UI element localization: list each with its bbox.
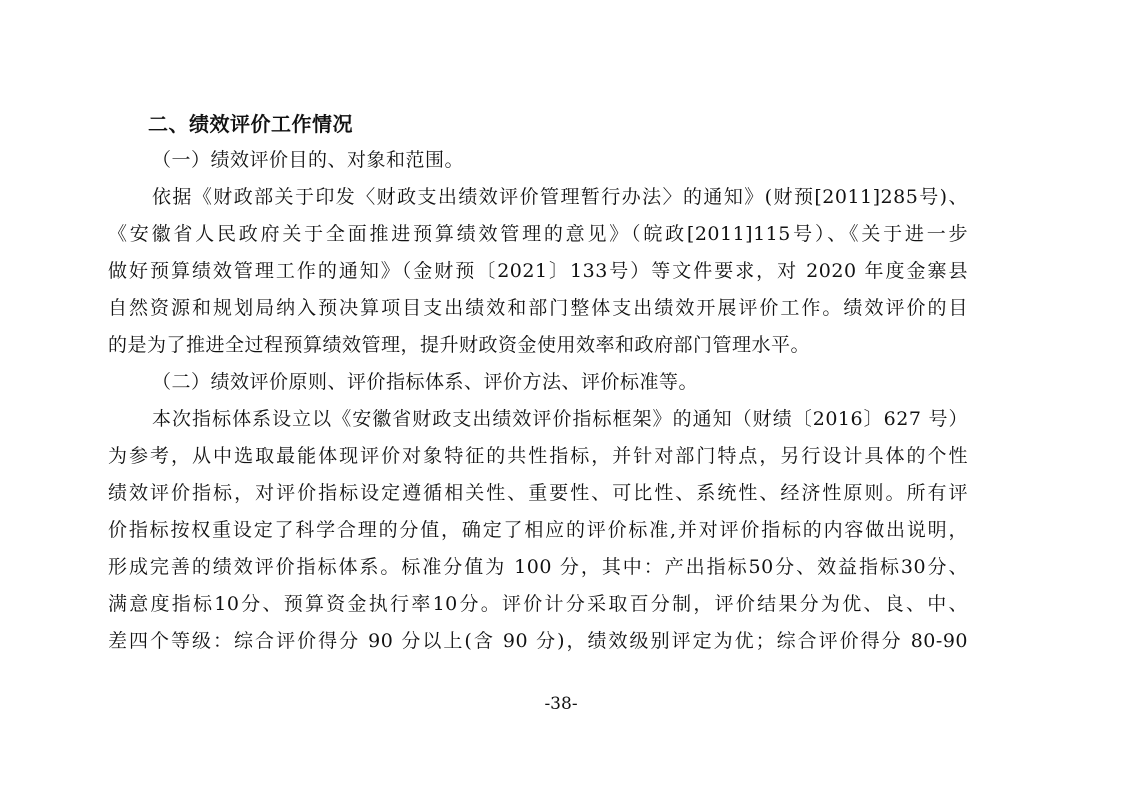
page-number: -38- [544,694,578,714]
subsection-heading-2: （二）绩效评价原则、评价指标体系、评价方法、评价标准等。 [152,371,699,393]
paragraph-2-line-1: 本次指标体系设立以《安徽省财政支出绩效评价指标框架》的通知（财绩〔2016〕627 号） [152,408,968,430]
paragraph-1-line-2: 《安徽省人民政府关于全面推进预算绩效管理的意见》（皖政[2011]115号）、《关于进一步 [108,223,968,245]
paragraph-2-line-2: 为参考，从中选取最能体现评价对象特征的共性指标，并针对部门特点，另行设计具体的个性 [108,445,968,467]
paragraph-1-line-4: 自然资源和规划局纳入预决算项目支出绩效和部门整体支出绩效开展评价工作。绩效评价的目 [108,297,968,319]
section-heading: 二、绩效评价工作情况 [148,112,353,136]
paragraph-1-line-1: 依据《财政部关于印发〈财政支出绩效评价管理暂行办法〉的通知》(财预[2011]285号)、 [152,186,968,208]
subsection-heading-1: （一）绩效评价目的、对象和范围。 [152,149,465,171]
paragraph-2-line-6: 满意度指标10分、预算资金执行率10分。评价计分采取百分制，评价结果分为优、良、中、 [108,593,968,615]
paragraph-1-line-3: 做好预算绩效管理工作的通知》（金财预〔2021〕133号）等文件要求，对 2020 年度金寨县 [108,260,968,282]
paragraph-2-line-4: 价指标按权重设定了科学合理的分值，确定了相应的评价标准,并对评价指标的内容做出说明， [108,519,968,541]
paragraph-1-line-5: 的是为了推进全过程预算绩效管理，提升财政资金使用效率和政府部门管理水平。 [108,334,811,356]
paragraph-2-line-5: 形成完善的绩效评价指标体系。标准分值为 100 分，其中：产出指标50分、效益指标30分、 [108,556,968,578]
paragraph-2-line-3: 绩效评价指标，对评价指标设定遵循相关性、重要性、可比性、系统性、经济性原则。所有评 [108,482,968,504]
paragraph-2-line-7: 差四个等级：综合评价得分 90 分以上(含 90 分)，绩效级别评定为优；综合评价得分 80-90 [108,630,968,652]
